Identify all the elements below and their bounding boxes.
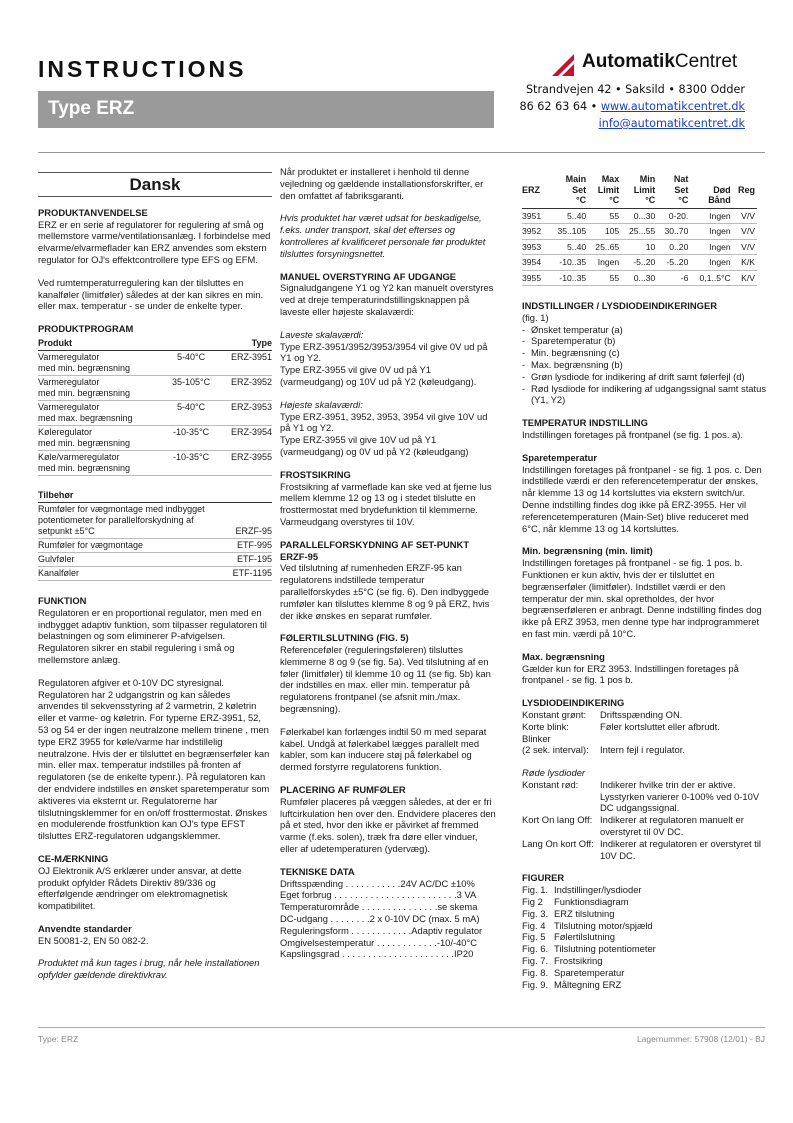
paragraph: Type ERZ-3951, 3952, 3953, 3954 vil give 10V ud på Y1 og Y2. bbox=[280, 410, 488, 434]
list-item: Fig. 3. ERZ tilslutning bbox=[522, 907, 615, 919]
page-title: INSTRUCTIONS bbox=[38, 56, 247, 82]
list-item: Fig 2 Funktionsdiagram bbox=[522, 896, 629, 908]
paragraph: Type ERZ-3955 vil give 10V ud på Y1 (varmeudgang) og 0V ud på Y2 (køleudgang) bbox=[280, 434, 469, 457]
table-header: Produkt bbox=[38, 338, 165, 351]
table-row: 3953 5..40 25..65 10 0..20 Ingen V/V bbox=[522, 239, 757, 255]
table-row: 3955 -10..35 55 0...30 -6 0,1..5°C K/V bbox=[522, 270, 757, 286]
list-item: - Min. begrænsning (c) bbox=[522, 347, 620, 359]
table-row: Rumføler for vægmontage med indbygget potentiometer for parallelforskydning af setpunkt ±5°C ERZF-95 bbox=[38, 502, 272, 538]
paragraph: Frostsikring af varmeflade kan ske ved at fjerne lus mellem klemme 12 og 13 og i stedet tilslutte en frosttermostat med brydefunktion til klemmerne. Varmeudgang overstyres til 10V. bbox=[280, 480, 492, 527]
paragraph: Referenceføler (reguleringsføleren) tilsluttes klemmerne 8 og 9 (se fig. 5a). Ved tilslutning af en føler (limitføler) til klemme 10 og 11 (se fig. 5b) kan der indstilles en max. eller min. temperatur på regulatorens frontpanel (se afsnit min./max. begrænsning). bbox=[280, 644, 491, 715]
paragraph: Rumføler placeres på væggen således, at der er fri luftcirkulation hen over den. Endvidere placeres den på et sted, hvor den ikke er påvirket af fremmed varme (f.eks. solen), træk fra døre eller vinduer, eller af udetemperaturen (ydervæg). bbox=[280, 795, 496, 855]
sub-label: Røde lysdioder bbox=[522, 767, 586, 779]
paragraph: Indstillingen foretages på frontpanel - se fig. 1 pos. c. Den indstillede værdi er den referencetemperatur der ønskes, når klemme 13 og 14 kortsluttes via ekstern switch/ur. Denne indstilling findes dog ikke på ERZ-3955. Her vil referencetemperaturen (Main-Set) blive reduceret med 6°C, når klemme 13 og 14 kortsluttes. bbox=[522, 463, 762, 534]
section-title: FØLERTILSLUTNING (FIG. 5) bbox=[280, 632, 409, 644]
section-title: TEMPERATUR INDSTILLING bbox=[522, 417, 648, 429]
spec-line: Omgivelsestemperatur . . . . . . . . . . . .-10/-40°C bbox=[280, 936, 478, 948]
column-2 bbox=[280, 166, 496, 971]
table-header: Tilbehør bbox=[38, 490, 272, 503]
italic-note: Produktet må kun tages i brug, når hele installationen opfylder gældende direktivkrav. bbox=[38, 957, 260, 981]
section-title: TEKNISKE DATA bbox=[280, 865, 355, 877]
website-link[interactable]: www.automatikcentret.dk bbox=[600, 100, 745, 113]
italic-note: Hvis produktet har været udsat for beskadigelse, f.eks. under transport, skal det efterses og kontrolleres af kvalificeret personale før produktet tilsluttes forsyningsnettet. bbox=[280, 212, 486, 259]
paragraph: Type ERZ-3951/3952/3953/3954 vil give 0V ud på Y1 og Y2. bbox=[280, 340, 488, 364]
section-title: Max. begrænsning bbox=[522, 650, 605, 662]
logo-mark-icon bbox=[552, 52, 578, 78]
spec-line: DC-udgang . . . . . . . .2 x 0-10V DC (max. 5 mA) bbox=[280, 913, 480, 925]
section-title: FUNKTION bbox=[38, 594, 87, 606]
table-row: Kanalføler ETF-1195 bbox=[38, 566, 272, 580]
paragraph: Ved tilslutning af rumenheden ERZF-95 kan regulatorens indstillede temperatur parallelforskydes ±5°C (se fig. 6). Den indbyggede rumføler kan tilsluttes klemme 8 og 9 på ERZ, hvis der ikke ønskes en separat rumføler. bbox=[280, 562, 490, 621]
column-3 bbox=[522, 174, 767, 1001]
header-divider bbox=[38, 152, 765, 153]
table-row: Køle/varmeregulator med min. begrænsning -10-35°C ERZ-3955 bbox=[38, 450, 272, 475]
paragraph: Regulatoren afgiver et 0-10V DC styresignal. Regulatoren har 2 udgangstrin og kan således anvendes til sekvensstyring af 2 varmetrin, 2 køletrin eller et varme- og køletrin. For typerne ERZ-3951, 52, 53 og 54 er der ingen neutralzone mellem trinene , men type ERZ 3955 for køle/varme har indstillelig neutralzone. Hvis der er tilsluttet en begrænserføler kan min. eller max. temperatur indstilles på fronten af regulatoren (se de enkelte typenr.). På regulatoren kan der endvidere indstilles en ønsket sparetemperatur som aktiveres via eksternt ur. Regulatorerne har tilslutningsklemmer for en on/off frosttermostat. Ønskes en modulerende frostfunktion kan OJ's type EFST tilsluttes ERZ-regulatoren udgangsklemmer. bbox=[38, 676, 270, 842]
table-row: Gulvføler ETF-195 bbox=[38, 552, 272, 566]
table-header: ERZ bbox=[522, 174, 549, 208]
table-row: Varmeregulator med min. begrænsning 35-105°C ERZ-3952 bbox=[38, 375, 272, 400]
paragraph: Indstillingen foretages på frontpanel - se fig. 1 pos. b. Funktionen er kun aktiv, hvis der er tilsluttet en begrænserføler (limitføler). Indstillet værdi er den temperatur der min. skal opretholdes, der hvor begrænserføleren er anbragt. Denne indstilling findes dog ikke på ERZ 3953, men denne type har indprogrammeret en fast min. værdi på 10°C. bbox=[522, 557, 762, 639]
contact-block bbox=[505, 81, 745, 132]
sub-label: Laveste skalaværdi: bbox=[280, 328, 364, 340]
table-header: Død Bånd bbox=[690, 174, 732, 208]
spec-line: Driftsspænding . . . . . . . . . . .24V AC/DC ±10% bbox=[280, 877, 475, 889]
list-item: Fig. 4 Tilslutning motor/spjæld bbox=[522, 919, 653, 931]
company-logo bbox=[552, 50, 742, 80]
table-header: Main Set °C bbox=[549, 174, 588, 208]
list-item: Kort On lang Off: Indikerer at regulatoren manuelt er overstyret til 0V DC. bbox=[522, 814, 744, 838]
paragraph: Signaludgangene Y1 og Y2 kan manuelt overstyres ved at dreje temperaturindstillingsknappen på laveste eller højeste skalaværdi: bbox=[280, 282, 494, 317]
phone: 86 62 63 64 • bbox=[519, 100, 601, 113]
list-item: - Grøn lysdiode for indikering af drift samt følerfejl (d) bbox=[522, 370, 745, 382]
section-title: INDSTILLINGER / LYSDIODEINDIKERINGER bbox=[522, 300, 717, 311]
table-header: Max Limit °C bbox=[588, 174, 621, 208]
section-title: CE-MÆRKNING bbox=[38, 852, 109, 864]
list-item: Blinker bbox=[522, 732, 551, 744]
list-item: Fig. 8. Sparetemperatur bbox=[522, 966, 625, 978]
erz-table bbox=[522, 174, 757, 286]
list-item: Konstant rød: Indikerer hvilke trin der er aktive. Lysstyrken varierer 0-100% ved 0-10V DC udgangssignal. bbox=[522, 778, 760, 814]
paragraph: Når produktet er installeret i henhold til denne vejledning og gældende installationsforskrifter, er den omfattet af fabriksgaranti. bbox=[280, 166, 484, 201]
list-item: Fig. 6. Tilslutning potentiometer bbox=[522, 943, 656, 955]
table-header: Min Limit °C bbox=[621, 174, 657, 208]
spec-line: Eget forbrug . . . . . . . . . . . . . . . . . . . . . . . .3 VA bbox=[280, 889, 477, 901]
list-item: Fig. 1. Indstillinger/lysdioder bbox=[522, 884, 642, 896]
table-row: Varmeregulator med max. begrænsning 5-40°C ERZ-3953 bbox=[38, 400, 272, 425]
table-header: Nat Set °C bbox=[657, 174, 690, 208]
address: Strandvejen 42 • Saksild • 8300 Odder bbox=[525, 83, 745, 96]
column-1 bbox=[38, 172, 272, 981]
email-link[interactable]: info@automatikcentret.dk bbox=[598, 117, 745, 130]
list-item: - Ønsket temperatur (a) bbox=[522, 323, 623, 335]
list-item: Korte blink: Føler kortsluttet eller afbrudt. bbox=[522, 720, 720, 732]
list-item: - Sparetemperatur (b) bbox=[522, 335, 616, 347]
footer-right: Lagernummer: 57908 (12/01) - BJ bbox=[636, 1034, 765, 1044]
paragraph: Indstillingen foretages på frontpanel (se fig. 1 pos. a). bbox=[522, 428, 743, 440]
table-row: Rumføler for vægmontage ETF-995 bbox=[38, 538, 272, 552]
accessory-table bbox=[38, 490, 272, 581]
spec-line: Temperaturområde . . . . . . . . . . . . . . .se skema bbox=[280, 901, 478, 913]
section-title: PARALLELFORSKYDNING AF SET-PUNKT ERZF-95 bbox=[280, 538, 470, 562]
paragraph: Ved rumtemperaturregulering kan der tilsluttes en kanalføler (limitføler) således at der kan sikres en min. eller max. temperatur - se under de enkelte typer. bbox=[38, 276, 264, 312]
type-banner bbox=[38, 91, 494, 128]
list-item: - Rød lysdiode for indikering af udgangssignal samt status (Y1, Y2) bbox=[522, 382, 767, 406]
section-title: Min. begrænsning (min. limit) bbox=[522, 545, 653, 557]
section-title: PRODUKTPROGRAM bbox=[38, 323, 134, 335]
section-title: MANUEL OVERSTYRING AF UDGANGE bbox=[280, 270, 457, 282]
footer-divider bbox=[38, 1027, 765, 1028]
section-title: LYSDIODEINDIKERING bbox=[522, 697, 625, 709]
paragraph: Regulatoren er en proportional regulator, men med en indbygget adaptiv funktion, som tilpasser regulatoren til belastningen og som eliminerer P-afvigelsen. Regulatoren sikrer en stabil regulering i små og mellemstore anlæg. bbox=[38, 606, 267, 665]
table-row: 3954 -10..35 Ingen -5..20 -5..20 Ingen K/K bbox=[522, 255, 757, 271]
table-row: Varmeregulator med min. begrænsning 5-40°C ERZ-3951 bbox=[38, 350, 272, 375]
table-header: Reg bbox=[733, 174, 757, 208]
paragraph: EN 50081-2, EN 50 082-2. bbox=[38, 934, 149, 946]
list-item: - Max. begrænsning (b) bbox=[522, 358, 623, 370]
sub-label: Højeste skalaværdi: bbox=[280, 398, 363, 410]
list-item: Fig. 9. Måltegning ERZ bbox=[522, 978, 622, 990]
paragraph: Gælder kun for ERZ 3953. Indstillingen foretages på frontpanel - se fig. 1 pos b. bbox=[522, 662, 739, 686]
list-item: (2 sek. interval): Intern fejl i regulator. bbox=[522, 744, 685, 756]
type-label: Type ERZ bbox=[48, 98, 135, 119]
section-title: PLACERING AF RUMFØLER bbox=[280, 784, 406, 796]
list-item: Fig. 7. Frostsikring bbox=[522, 955, 603, 967]
spec-line: Kapslingsgrad . . . . . . . . . . . . . . . . . . . . . .IP20 bbox=[280, 948, 474, 960]
table-header: Type bbox=[217, 338, 272, 351]
footer-left: Type: ERZ bbox=[38, 1034, 79, 1044]
logo-text: AutomatikCentret bbox=[582, 51, 738, 72]
paragraph: OJ Elektronik A/S erklærer under ansvar, at dette produkt opfylder Rådets Direktiv 89/336 og efterfølgende ændringer om elektromagnetisk kompatibilitet. bbox=[38, 864, 242, 912]
section-title: FIGURER bbox=[522, 872, 565, 884]
table-row: Køleregulator med min. begrænsning -10-35°C ERZ-3954 bbox=[38, 425, 272, 450]
table-row: 3951 5..40 55 0...30 0-20. Ingen V/V bbox=[522, 208, 757, 224]
section-title: PRODUKTANVENDELSE bbox=[38, 206, 148, 218]
list-item: Fig. 5 Følertilslutning bbox=[522, 931, 615, 943]
section-title: Sparetemperatur bbox=[522, 451, 598, 463]
sub-label: (fig. 1) bbox=[522, 311, 549, 323]
language-heading: Dansk bbox=[38, 172, 272, 197]
product-table bbox=[38, 338, 272, 476]
paragraph: ERZ er en serie af regulatorer for regulering af små og mellemstore varme/ventilationsanlæg. I forbindelse med elvarme/elvarmeflader kan ERZ anvendes som ekstern regulator for OJ's effektcontrollere type EFS og EFM. bbox=[38, 218, 271, 265]
section-title: Anvendte standarder bbox=[38, 922, 132, 934]
list-item: Lang On kort Off: Indikerer at regulatoren er overstyret til 10V DC. bbox=[522, 837, 762, 861]
paragraph: Type ERZ-3955 vil give 0V ud på Y1 (varmeudgang) og 10V ud på Y2 (køleudgang). bbox=[280, 364, 477, 387]
spec-line: Reguleringsform . . . . . . . . . . . .Adaptiv regulator bbox=[280, 924, 483, 936]
list-item: Konstant grønt: Driftsspænding ON. bbox=[522, 708, 683, 720]
table-row: 3952 35..105 105 25...55 30..70 Ingen V/V bbox=[522, 224, 757, 240]
paragraph: Følerkabel kan forlænges indtil 50 m med separat kabel. Undgå at følerkabel lægges parallelt med kabler, som kan inducere støj på følerkabel og dermed forstyrre regulatorens funktion. bbox=[280, 725, 487, 773]
section-title: FROSTSIKRING bbox=[280, 468, 351, 480]
